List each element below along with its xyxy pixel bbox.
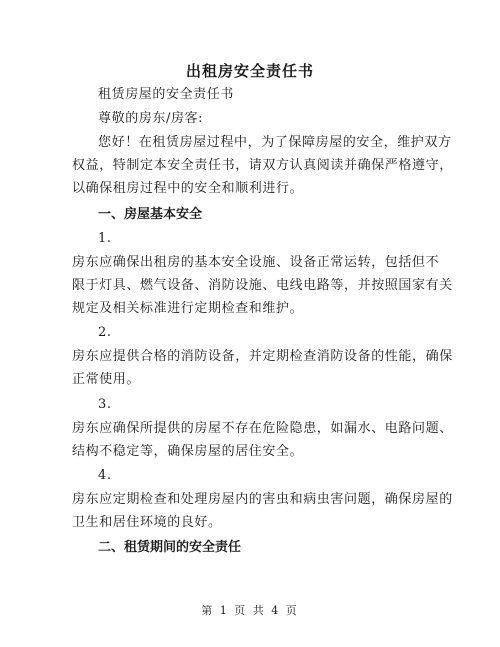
item-1-line-1: 房东应确保出租房的基本安全设施、设备正常运转，包括但不 xyxy=(72,255,440,270)
item-2-line-2: 正常使用。 xyxy=(72,372,141,387)
section-heading-2: 二、租赁期间的安全责任 xyxy=(98,540,242,555)
intro-line-2: 权益，特制定本安全责任书，请双方认真阅读并确保严格遵守， xyxy=(72,158,453,173)
section-heading-1: 一、房屋基本安全 xyxy=(98,207,203,222)
salutation: 尊敬的房东/房客: xyxy=(98,111,204,126)
item-3-line-1: 房东应确保所提供的房屋不存在危险隐患，如漏水、电路问题、 xyxy=(72,421,453,436)
item-1-line-3: 规定及相关标准进行定期检查和维护。 xyxy=(72,301,304,316)
item-3-line-2: 结构不稳定等，确保房屋的居住安全。 xyxy=(72,444,304,459)
item-number-3: 3. xyxy=(98,397,112,412)
item-4-line-2: 卫生和居住环境的良好。 xyxy=(72,515,222,530)
document-title: 出租房安全责任书 xyxy=(185,62,314,80)
document-subtitle: 租赁房屋的安全责任书 xyxy=(98,87,235,102)
intro-line-3: 以确保租房过程中的安全和顺利进行。 xyxy=(72,181,304,196)
item-number-1: 1. xyxy=(98,231,112,246)
item-4-line-1: 房东应定期检查和处理房屋内的害虫和病虫害问题，确保房屋的 xyxy=(72,492,453,507)
item-number-2: 2. xyxy=(98,325,112,340)
page-footer: 第 1 页 共 4 页 xyxy=(201,604,299,617)
item-number-4: 4. xyxy=(98,468,112,483)
item-1-line-2: 限于灯具、燃气设备、消防设施、电线电路等，并按照国家有关 xyxy=(72,278,453,293)
item-2-line-1: 房东应提供合格的消防设备，并定期检查消防设备的性能，确保 xyxy=(72,349,453,364)
intro-line-1: 您好！在租赁房屋过程中，为了保障房屋的安全，维护双方 xyxy=(98,135,452,150)
